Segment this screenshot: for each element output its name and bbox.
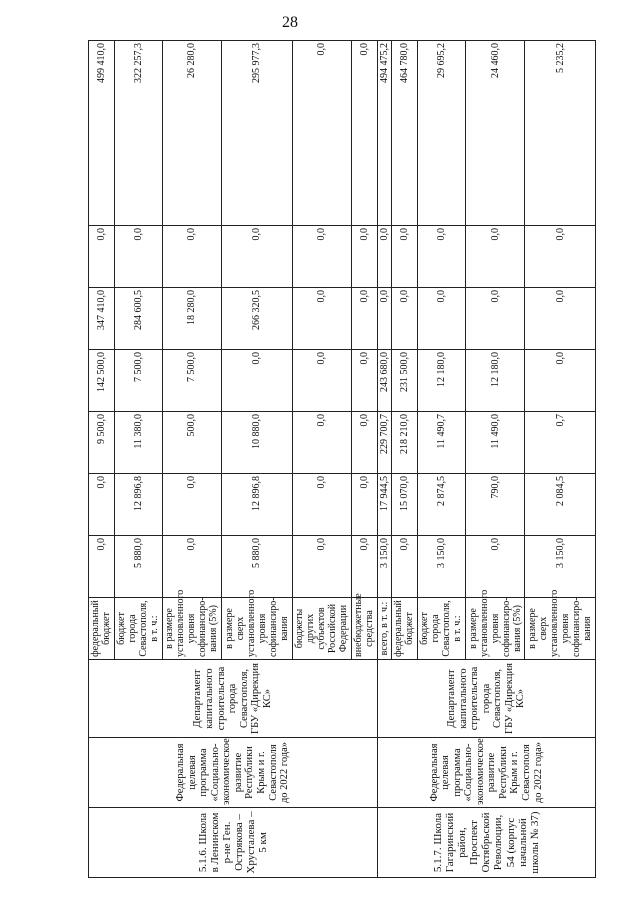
program-name: Федеральная целевая программа «Социально-экономическое развитие Республики Крым и г. Севастополя до 2022 года» <box>89 738 378 808</box>
amount-cell: 12 180,0 <box>465 350 524 412</box>
amount-cell: 7 500,0 <box>114 350 162 412</box>
amount-cell: 464 780,0 <box>392 41 418 226</box>
budget-table <box>88 40 596 878</box>
funding-source-label: внебюджетные средства <box>352 598 378 660</box>
amount-cell: 11 380,0 <box>114 412 162 474</box>
amount-cell: 0,0 <box>292 41 351 226</box>
amount-cell: 0,0 <box>292 288 351 350</box>
funding-source-label: федеральный бюджет <box>392 598 418 660</box>
amount-cell: 790,0 <box>465 474 524 536</box>
amount-cell: 0,0 <box>352 474 378 536</box>
funding-source-label: бюджет города Севастополя, в т. ч.: <box>114 598 162 660</box>
amount-cell: 494 475,2 <box>377 41 391 226</box>
amount-cell: 12 896,8 <box>114 474 162 536</box>
amount-cell: 266 320,5 <box>222 288 293 350</box>
amount-cell: 15 070,0 <box>392 474 418 536</box>
funding-source-label: всего, в т. ч.: <box>377 598 391 660</box>
amount-cell: 0,0 <box>377 226 391 288</box>
amount-cell: 0,0 <box>392 536 418 598</box>
amount-cell: 295 977,3 <box>222 41 293 226</box>
amount-cell: 322 257,3 <box>114 41 162 226</box>
executor-name: Департамент капитального строительства города Севастополя, ГБУ «Дирекция КС» <box>89 660 378 738</box>
amount-cell: 3 150,0 <box>377 536 391 598</box>
table-row <box>89 41 115 878</box>
amount-cell: 5 880,0 <box>222 536 293 598</box>
amount-cell: 10 880,0 <box>222 412 293 474</box>
amount-cell: 0,0 <box>162 226 221 288</box>
amount-cell: 11 490,7 <box>417 412 465 474</box>
amount-cell: 0,0 <box>352 226 378 288</box>
amount-cell: 284 600,5 <box>114 288 162 350</box>
amount-cell: 0,0 <box>465 288 524 350</box>
funding-source-label: бюджет города Севастополя, в т. ч.: <box>417 598 465 660</box>
amount-cell: 347 410,0 <box>89 288 115 350</box>
amount-cell: 0,0 <box>392 288 418 350</box>
amount-cell: 18 280,0 <box>162 288 221 350</box>
table-row <box>377 41 391 878</box>
amount-cell: 0,0 <box>417 288 465 350</box>
amount-cell: 3 150,0 <box>525 536 596 598</box>
funding-source-label: в размере установленного уровня софинансиро-вания (5%) <box>162 598 221 660</box>
amount-cell: 2 874,5 <box>417 474 465 536</box>
amount-cell: 500,0 <box>162 412 221 474</box>
amount-cell: 12 896,8 <box>222 474 293 536</box>
amount-cell: 0,0 <box>525 288 596 350</box>
amount-cell: 9 500,0 <box>89 412 115 474</box>
amount-cell: 0,0 <box>292 226 351 288</box>
amount-cell: 7 500,0 <box>162 350 221 412</box>
amount-cell: 0,0 <box>89 536 115 598</box>
funding-source-label: в размере сверх установленного уровня софинансиро-вания <box>525 598 596 660</box>
amount-cell: 0,0 <box>89 474 115 536</box>
amount-cell: 29 695,2 <box>417 41 465 226</box>
executor-name: Департамент капитального строительства города Севастополя, ГБУ «Дирекция КС» <box>377 660 595 738</box>
amount-cell: 0,0 <box>292 474 351 536</box>
amount-cell: 499 410,0 <box>89 41 115 226</box>
amount-cell: 0,0 <box>392 226 418 288</box>
amount-cell: 218 210,0 <box>392 412 418 474</box>
amount-cell: 0,0 <box>162 474 221 536</box>
amount-cell: 0,0 <box>292 536 351 598</box>
amount-cell: 0,0 <box>352 41 378 226</box>
amount-cell: 0,7 <box>525 412 596 474</box>
rotated-table-container <box>88 40 630 874</box>
amount-cell: 0,0 <box>352 412 378 474</box>
page-number: 28 <box>282 14 298 31</box>
amount-cell: 229 700,7 <box>377 412 391 474</box>
amount-cell: 0,0 <box>89 226 115 288</box>
program-name: Федеральная целевая программа «Социально-экономическое развитие Республики Крым и г. Севастополя до 2022 года» <box>377 738 595 808</box>
amount-cell: 5 235,2 <box>525 41 596 226</box>
amount-cell: 0,0 <box>222 226 293 288</box>
amount-cell: 0,0 <box>417 226 465 288</box>
amount-cell: 142 500,0 <box>89 350 115 412</box>
amount-cell: 0,0 <box>352 350 378 412</box>
object-name: 5.1.7. Школа Гагаринский район, Проспект Октябрьской Революции, 54 (корпус начальной школы № 37) <box>377 808 595 878</box>
amount-cell: 0,0 <box>352 288 378 350</box>
funding-source-label: в размере сверх установленного уровня софинансиро-вания <box>222 598 293 660</box>
amount-cell: 0,0 <box>292 412 351 474</box>
amount-cell: 0,0 <box>352 536 378 598</box>
amount-cell: 5 880,0 <box>114 536 162 598</box>
amount-cell: 11 490,0 <box>465 412 524 474</box>
amount-cell: 0,0 <box>114 226 162 288</box>
amount-cell: 0,0 <box>525 226 596 288</box>
funding-source-label: федеральный бюджет <box>89 598 115 660</box>
amount-cell: 0,0 <box>162 536 221 598</box>
amount-cell: 0,0 <box>292 350 351 412</box>
amount-cell: 17 944,5 <box>377 474 391 536</box>
amount-cell: 12 180,0 <box>417 350 465 412</box>
funding-source-label: бюджеты других субъектов Российской Федерации <box>292 598 351 660</box>
amount-cell: 243 680,0 <box>377 350 391 412</box>
amount-cell: 0,0 <box>525 350 596 412</box>
amount-cell: 26 280,0 <box>162 41 221 226</box>
amount-cell: 3 150,0 <box>417 536 465 598</box>
amount-cell: 2 084,5 <box>525 474 596 536</box>
amount-cell: 0,0 <box>465 536 524 598</box>
amount-cell: 0,0 <box>377 288 391 350</box>
object-name: 5.1.6. Школа в Ленинском р-не Ген. Острякова – Хрусталева – 5 км <box>89 808 378 878</box>
amount-cell: 0,0 <box>222 350 293 412</box>
amount-cell: 0,0 <box>465 226 524 288</box>
amount-cell: 231 500,0 <box>392 350 418 412</box>
amount-cell: 24 460,0 <box>465 41 524 226</box>
funding-source-label: в размере установленного уровня софинансиро-вания (5%) <box>465 598 524 660</box>
